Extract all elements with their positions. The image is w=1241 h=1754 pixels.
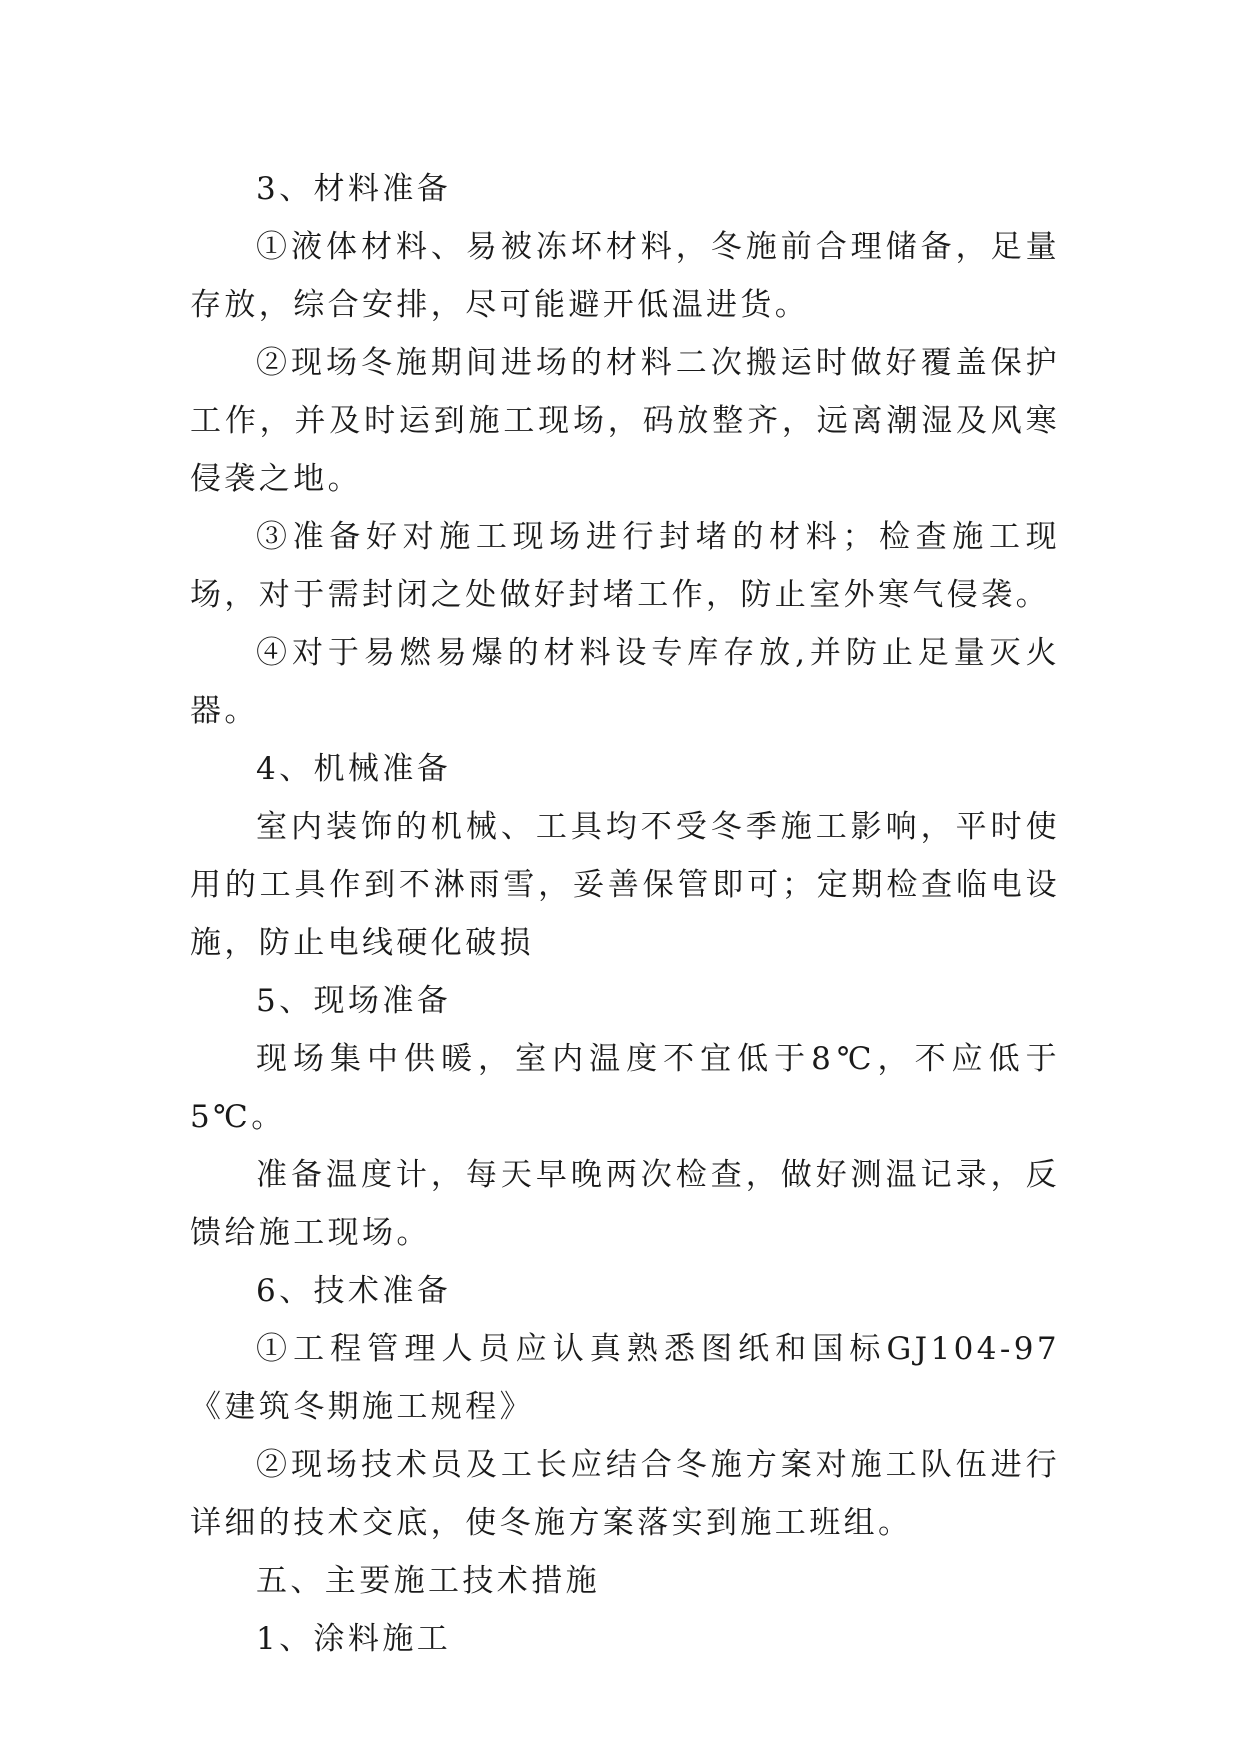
paragraph-machinery: 室内装饰的机械、工具均不受冬季施工影响，平时使用的工具作到不淋雨雪，妥善保管即可；定期检查临电设施，防止电线硬化破损 — [190, 809, 1060, 961]
paragraph-materials-1: ①液体材料、易被冻坏材料，冬施前合理储备，足量存放，综合安排，尽可能避开低温进货。 — [190, 229, 1060, 323]
paragraph-technical-1: ①工程管理人员应认真熟悉图纸和国标GJ104-97《建筑冬期施工规程》 — [190, 1331, 1060, 1425]
heading-technical: 6、技术准备 — [256, 1273, 452, 1309]
heading-site: 5、现场准备 — [256, 983, 452, 1019]
paragraph-site-thermometer: 准备温度计，每天早晚两次检查，做好测温记录，反馈给施工现场。 — [190, 1157, 1060, 1251]
heading-materials: 3、材料准备 — [256, 171, 452, 207]
paragraph-materials-4: ④对于易燃易爆的材料设专库存放,并防止足量灭火器。 — [190, 635, 1060, 729]
paragraph-materials-3: ③准备好对施工现场进行封堵的材料；检查施工现场，对于需封闭之处做好封堵工作，防止室外寒气侵袭。 — [190, 519, 1060, 613]
document-body — [190, 160, 1060, 1668]
heading-machinery: 4、机械准备 — [256, 751, 452, 787]
paragraph-technical-2: ②现场技术员及工长应结合冬施方案对施工队伍进行详细的技术交底，使冬施方案落实到施工班组。 — [190, 1447, 1060, 1541]
paragraph-materials-2: ②现场冬施期间进场的材料二次搬运时做好覆盖保护工作，并及时运到施工现场，码放整齐，远离潮湿及风寒侵袭之地。 — [190, 345, 1060, 497]
paragraph-site-heating: 现场集中供暖，室内温度不宜低于8℃，不应低于5℃。 — [190, 1041, 1060, 1135]
section-heading-measures: 五、主要施工技术措施 — [256, 1563, 600, 1599]
heading-coating: 1、涂料施工 — [256, 1621, 452, 1657]
